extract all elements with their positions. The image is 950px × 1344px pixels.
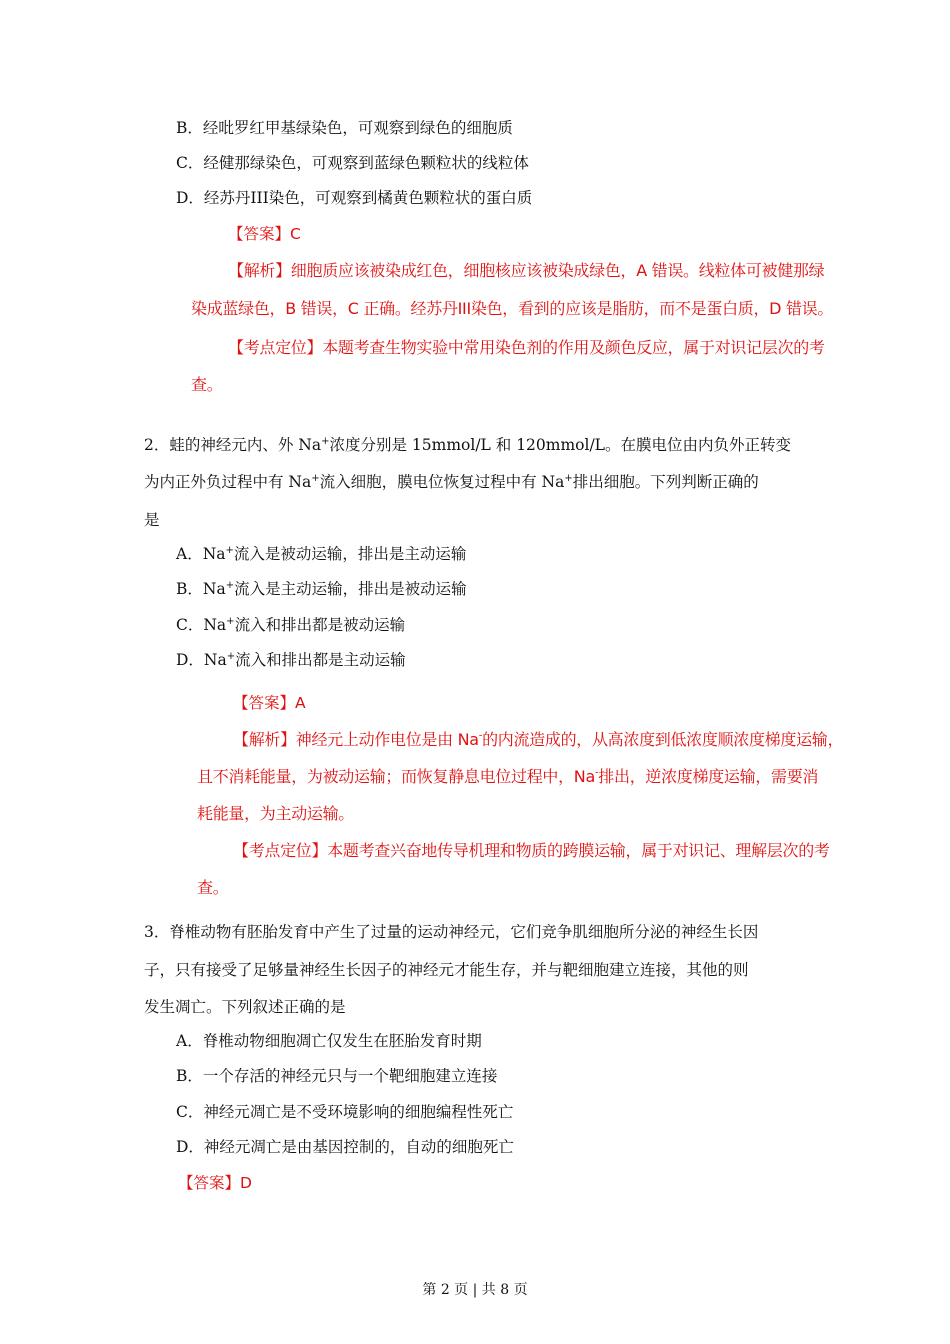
q1-option-c: C．经健那绿染色，可观察到蓝绿色颗粒状的线粒体 xyxy=(176,154,529,172)
q1-analysis-line: 【解析】细胞质应该被染成红色，细胞核应该被染成绿色，A 错误。线粒体可被健那绿 xyxy=(228,261,825,280)
q1-point-line: 查。 xyxy=(191,375,223,394)
q3-option-c: C．神经元凋亡是不受环境影响的细胞编程性死亡 xyxy=(176,1103,514,1121)
q1-option-b: B．经吡罗红甲基绿染色，可观察到绿色的细胞质 xyxy=(176,119,513,137)
q2-answer: 【答案】A xyxy=(233,694,306,712)
q2-option-b: B．Na+流入是主动运输，排出是被动运输 xyxy=(176,579,467,598)
q3-option-a: A．脊椎动物细胞凋亡仅发生在胚胎发育时期 xyxy=(176,1032,482,1050)
q2-option-d: D．Na+流入和排出都是主动运输 xyxy=(176,650,406,669)
q1-analysis-line: 染成蓝绿色，B 错误，C 正确。经苏丹III染色，看到的应该是脂肪，而不是蛋白质，D 错误。 xyxy=(191,299,834,318)
q3-answer: 【答案】D xyxy=(178,1174,252,1192)
q3-stem-line: 3．脊椎动物有胚胎发育中产生了过量的运动神经元，它们竞争肌细胞所分泌的神经生长因 xyxy=(144,923,759,941)
q3-stem-line: 子，只有接受了足够量神经生长因子的神经元才能生存，并与靶细胞建立连接，其他的则 xyxy=(144,961,749,979)
q3-option-d: D．神经元凋亡是由基因控制的，自动的细胞死亡 xyxy=(176,1138,514,1156)
q3-stem-line: 发生凋亡。下列叙述正确的是 xyxy=(144,998,346,1016)
q1-answer: 【答案】C xyxy=(228,225,301,243)
q1-option-d: D．经苏丹III染色，可观察到橘黄色颗粒状的蛋白质 xyxy=(176,189,533,207)
q2-point-line: 查。 xyxy=(197,878,229,897)
q2-analysis-line: 且不消耗能量，为被动运输；而恢复静息电位过程中，Na-排出，逆浓度梯度运输，需要消 xyxy=(197,767,819,786)
q2-option-a: A．Na+流入是被动运输，排出是主动运输 xyxy=(176,544,467,563)
q2-stem-line: 2．蛙的神经元内、外 Na+浓度分别是 15mmol/L 和 120mmol/L。在膜电位由内负外正转变 xyxy=(144,435,791,454)
q2-analysis-line: 耗能量，为主动运输。 xyxy=(197,804,355,823)
q2-stem-line: 为内正外负过程中有 Na+流入细胞，膜电位恢复过程中有 Na+排出细胞。下列判断正确的 xyxy=(144,472,759,491)
page-footer: 第 2 页 | 共 8 页 xyxy=(422,1282,528,1298)
q2-point-line: 【考点定位】本题考查兴奋地传导机理和物质的跨膜运输，属于对识记、理解层次的考 xyxy=(233,841,830,860)
q3-option-b: B．一个存活的神经元只与一个靶细胞建立连接 xyxy=(176,1067,498,1085)
q2-analysis-line: 【解析】神经元上动作电位是由 Na-的内流造成的，从高浓度到低浓度顺浓度梯度运输， xyxy=(233,730,844,749)
q2-option-c: C．Na+流入和排出都是被动运输 xyxy=(176,615,406,634)
q1-point-line: 【考点定位】本题考查生物实验中常用染色剂的作用及颜色反应，属于对识记层次的考 xyxy=(228,338,825,357)
q2-stem-line: 是 xyxy=(144,511,160,529)
